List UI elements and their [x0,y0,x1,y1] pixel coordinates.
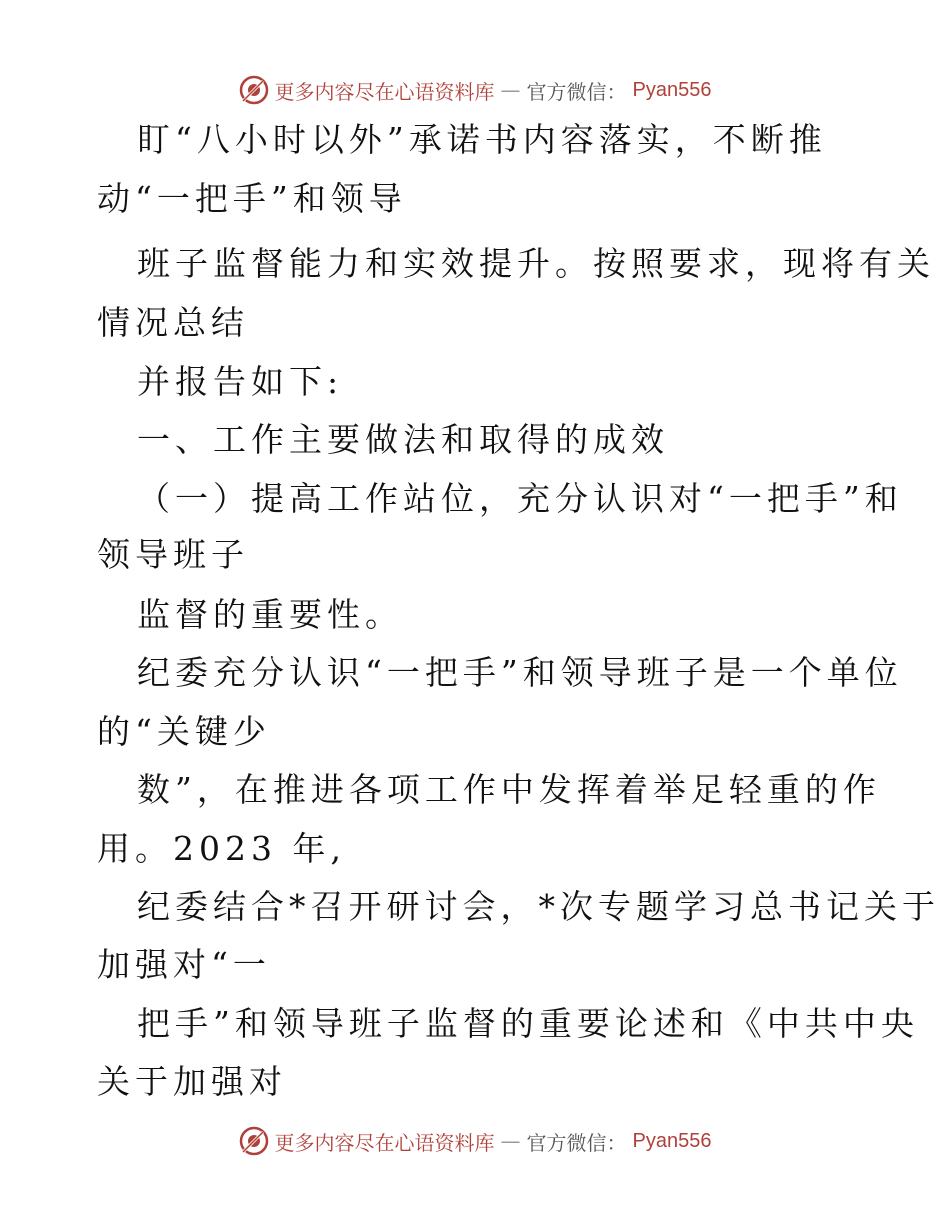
watermark-wechat-label: 官方微信： [526,79,627,104]
text-line: 并报告如下: [137,362,344,401]
watermark-wechat-id: Pyan556 [632,78,712,101]
logo-icon [239,75,269,105]
header-watermark [0,70,950,110]
text-line: 监督的重要性。 [137,595,403,634]
text-line: 把手”和领导班子监督的重要论述和《中共中央 [137,1004,919,1043]
footer-watermark [0,1121,950,1161]
text-line: 情况总结 [97,303,249,342]
text-line: 领导班子 [97,535,249,574]
logo-icon [239,1126,269,1156]
watermark-text: 更多内容尽在心语资料库 [274,1130,495,1155]
watermark-separator: — [500,78,521,102]
watermark-wechat-label: 官方微信： [526,1130,627,1155]
text-line: 数”，在推进各项工作中发挥着举足轻重的作 [137,770,881,809]
text-line: 关于加强对 [97,1062,287,1101]
text-line: 纪委充分认识“一把手”和领导班子是一个单位 [137,653,903,692]
text-line: （一）提高工作站位，充分认识对“一把手”和 [137,479,903,518]
text-line: 纪委结合*召开研讨会，*次专题学习总书记关于 [137,887,940,926]
text-line: 一、工作主要做法和取得的成效 [137,420,669,459]
watermark-separator: — [500,1129,521,1153]
text-line: 动“一把手”和领导 [97,179,407,218]
text-line: 用。2023 年, [97,829,346,868]
text-line: 盯“八小时以外”承诺书内容落实，不断推 [137,120,827,159]
text-line: 的“关键少 [97,712,271,751]
text-line: 班子监督能力和实效提升。按照要求，现将有关 [137,244,935,283]
watermark-text: 更多内容尽在心语资料库 [274,79,495,104]
watermark-wechat-id: Pyan556 [632,1129,712,1152]
text-line: 加强对“一 [97,945,271,984]
